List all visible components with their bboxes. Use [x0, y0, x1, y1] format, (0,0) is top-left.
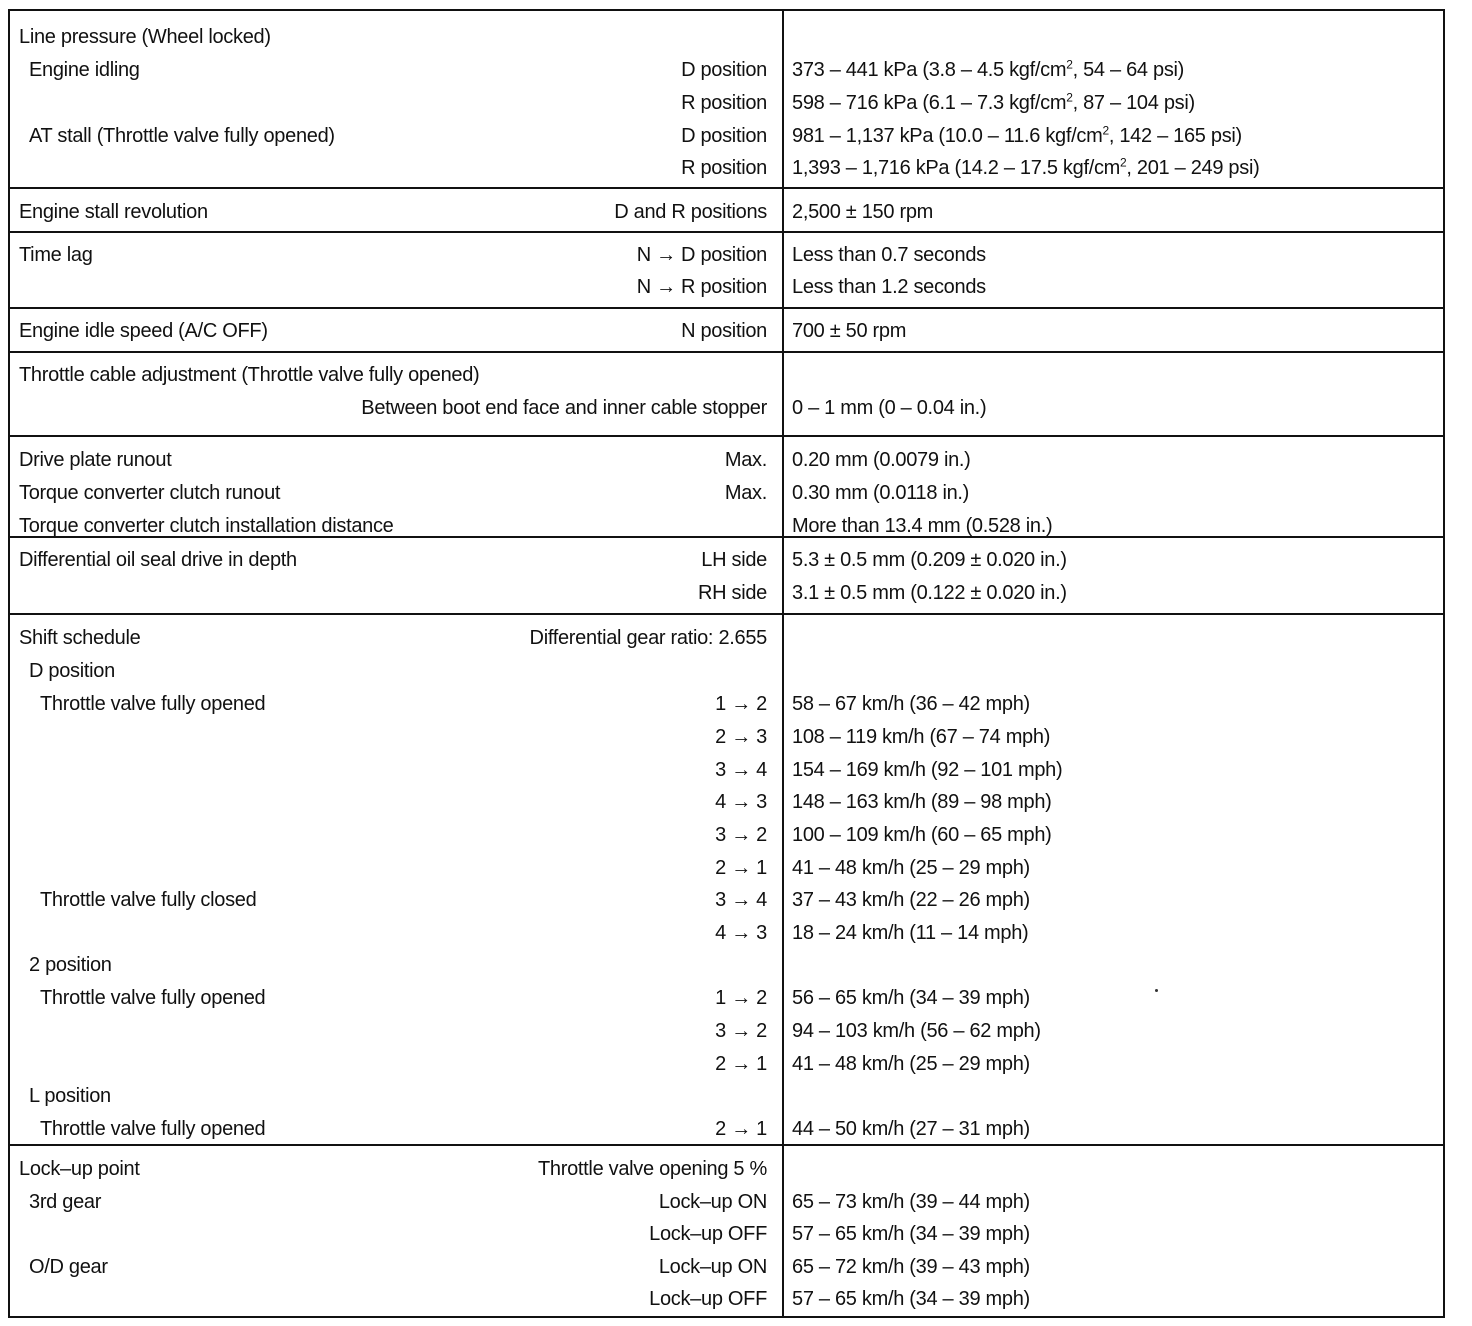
row-label: AT stall (Throttle valve fully opened)	[29, 125, 335, 147]
row-condition: Throttle valve opening 5 %	[537, 1158, 767, 1180]
row-condition: 2 → 1	[715, 857, 767, 879]
row-label: Throttle valve fully opened	[40, 693, 266, 715]
row	[10, 120, 1443, 153]
section-idle-speed	[10, 307, 1443, 353]
row-condition: 3 → 4	[715, 759, 767, 781]
row-condition: 3 → 2	[715, 824, 767, 846]
row-value: 1,393 – 1,716 kPa (14.2 – 17.5 kgf/$cm^2$, 201 – 249 psi)	[792, 155, 1260, 179]
row-condition: Lock–up OFF	[649, 1223, 767, 1245]
row-condition: N → D position	[636, 244, 767, 266]
row-value: 2,500 ± 150 rpm	[792, 201, 934, 223]
row-value: 41 – 48 km/h (25 – 29 mph)	[792, 857, 1030, 879]
section-time-lag	[10, 231, 1443, 309]
row-condition: 3 → 2	[715, 1020, 767, 1042]
row	[10, 1218, 1443, 1251]
row	[10, 1080, 1443, 1113]
row-value: 108 – 119 km/h (67 – 74 mph)	[792, 726, 1051, 748]
row	[10, 477, 1443, 510]
row-value: 41 – 48 km/h (25 – 29 mph)	[792, 1053, 1030, 1075]
row-condition: Lock–up ON	[658, 1191, 767, 1213]
row-value: 100 – 109 km/h (60 – 65 mph)	[792, 824, 1052, 846]
section-lockup-point	[10, 1144, 1443, 1318]
row-condition: 2 → 1	[715, 1118, 767, 1140]
row-label: Throttle valve fully closed	[40, 889, 257, 911]
section-runout	[10, 435, 1443, 538]
row-label: Engine idling	[29, 59, 140, 81]
row-value: 373 – 441 kPa (3.8 – 4.5 kgf/$cm^2$, 54 – 64 psi)	[792, 57, 1185, 81]
row	[10, 754, 1443, 787]
row-value: 700 ± 50 rpm	[792, 320, 907, 342]
row	[10, 1015, 1443, 1048]
row-condition: 1 → 2	[715, 987, 767, 1009]
row	[10, 917, 1443, 950]
row	[10, 152, 1443, 185]
row	[10, 315, 1443, 348]
row-condition: R position	[681, 157, 767, 179]
row-value: 65 – 73 km/h (39 – 44 mph)	[792, 1191, 1030, 1213]
row	[10, 359, 1443, 392]
section-throttle-cable	[10, 351, 1443, 437]
row-condition: D position	[681, 59, 767, 81]
row	[10, 392, 1443, 425]
scan-speck	[1155, 989, 1158, 992]
row-value: 0.20 mm (0.0079 in.)	[792, 449, 971, 471]
row-label: Throttle cable adjustment (Throttle valve fully opened)	[19, 364, 480, 386]
row-value: Less than 1.2 seconds	[792, 276, 986, 298]
row-value: 44 – 50 km/h (27 – 31 mph)	[792, 1118, 1030, 1140]
row	[10, 1186, 1443, 1219]
row-condition: 3 → 4	[715, 889, 767, 911]
section-oil-seal	[10, 536, 1443, 615]
row-condition: R position	[681, 92, 767, 114]
row-condition: Differential gear ratio: 2.655	[529, 627, 767, 649]
row-label: Engine idle speed (A/C OFF)	[19, 320, 268, 342]
row-condition: 4 → 3	[715, 922, 767, 944]
row-condition: N position	[681, 320, 767, 342]
row-condition: N → R position	[636, 276, 767, 298]
section-shift-schedule	[10, 613, 1443, 1146]
row-label: Throttle valve fully opened	[40, 1118, 266, 1140]
row	[10, 1048, 1443, 1081]
row-value: 58 – 67 km/h (36 – 42 mph)	[792, 693, 1030, 715]
row-condition: RH side	[697, 582, 767, 604]
row-condition: Max.	[724, 449, 767, 471]
row	[10, 884, 1443, 917]
row-value: 0 – 1 mm (0 – 0.04 in.)	[792, 397, 987, 419]
row-label: Time lag	[19, 244, 93, 266]
row-value: More than 13.4 mm (0.528 in.)	[792, 515, 1053, 537]
spec-table	[8, 9, 1445, 1318]
row-value: 148 – 163 km/h (89 – 98 mph)	[792, 791, 1052, 813]
row	[10, 982, 1443, 1015]
row-label: Engine stall revolution	[19, 201, 208, 223]
row-value: 65 – 72 km/h (39 – 43 mph)	[792, 1256, 1030, 1278]
row-value: 981 – 1,137 kPa (10.0 – 11.6 kgf/$cm^2$, 142 – 165 psi)	[792, 123, 1242, 147]
row-label: 3rd gear	[29, 1191, 102, 1213]
row-condition: Between boot end face and inner cable stopper	[361, 397, 767, 419]
row-condition: Lock–up OFF	[649, 1288, 767, 1310]
row	[10, 786, 1443, 819]
row	[10, 444, 1443, 477]
row	[10, 196, 1443, 229]
row	[10, 1113, 1443, 1146]
row-label: D position	[29, 660, 115, 682]
row-label: Lock–up point	[19, 1158, 140, 1180]
row-value: 3.1 ± 0.5 mm (0.122 ± 0.020 in.)	[792, 582, 1067, 604]
row	[10, 819, 1443, 852]
row-label: L position	[29, 1085, 111, 1107]
row-condition: 2 → 1	[715, 1053, 767, 1075]
row	[10, 87, 1443, 120]
row	[10, 271, 1443, 304]
row	[10, 1153, 1443, 1186]
row-value: 0.30 mm (0.0118 in.)	[792, 482, 970, 504]
row-value: 57 – 65 km/h (34 – 39 mph)	[792, 1288, 1030, 1310]
row-condition: LH side	[701, 549, 767, 571]
row-condition: Lock–up ON	[658, 1256, 767, 1278]
row	[10, 852, 1443, 885]
row-value: 57 – 65 km/h (34 – 39 mph)	[792, 1223, 1030, 1245]
row	[10, 721, 1443, 754]
row	[10, 622, 1443, 655]
row	[10, 577, 1443, 610]
row-condition: D position	[681, 125, 767, 147]
row-value: 56 – 65 km/h (34 – 39 mph)	[792, 987, 1030, 1009]
row-label: Torque converter clutch installation distance	[19, 515, 394, 537]
row-value: 154 – 169 km/h (92 – 101 mph)	[792, 759, 1063, 781]
row-label: Differential oil seal drive in depth	[19, 549, 297, 571]
row-condition: 4 → 3	[715, 791, 767, 813]
row-condition: 1 → 2	[715, 693, 767, 715]
row-label: Shift schedule	[19, 627, 141, 649]
row-value: Less than 0.7 seconds	[792, 244, 986, 266]
row-value: 37 – 43 km/h (22 – 26 mph)	[792, 889, 1030, 911]
row-label: Drive plate runout	[19, 449, 172, 471]
row	[10, 1251, 1443, 1284]
row-value: 18 – 24 km/h (11 – 14 mph)	[792, 922, 1029, 944]
row	[10, 544, 1443, 577]
row-label: O/D gear	[29, 1256, 108, 1278]
row-label: Torque converter clutch runout	[19, 482, 281, 504]
section-line-pressure	[10, 11, 1443, 187]
row	[10, 1283, 1443, 1316]
row	[10, 688, 1443, 721]
row	[10, 655, 1443, 688]
row-value: 598 – 716 kPa (6.1 – 7.3 kgf/$cm^2$, 87 – 104 psi)	[792, 90, 1195, 114]
row	[10, 21, 1443, 54]
row-label: Throttle valve fully opened	[40, 987, 266, 1009]
row-condition: 2 → 3	[715, 726, 767, 748]
row	[10, 239, 1443, 272]
row	[10, 54, 1443, 87]
row	[10, 949, 1443, 982]
row-label: 2 position	[29, 954, 112, 976]
section-stall-revolution	[10, 187, 1443, 233]
row-condition: D and R positions	[614, 201, 767, 223]
row-label: Line pressure (Wheel locked)	[19, 26, 271, 48]
row-condition: Max.	[724, 482, 767, 504]
row-value: 5.3 ± 0.5 mm (0.209 ± 0.020 in.)	[792, 549, 1067, 571]
row-value: 94 – 103 km/h (56 – 62 mph)	[792, 1020, 1041, 1042]
